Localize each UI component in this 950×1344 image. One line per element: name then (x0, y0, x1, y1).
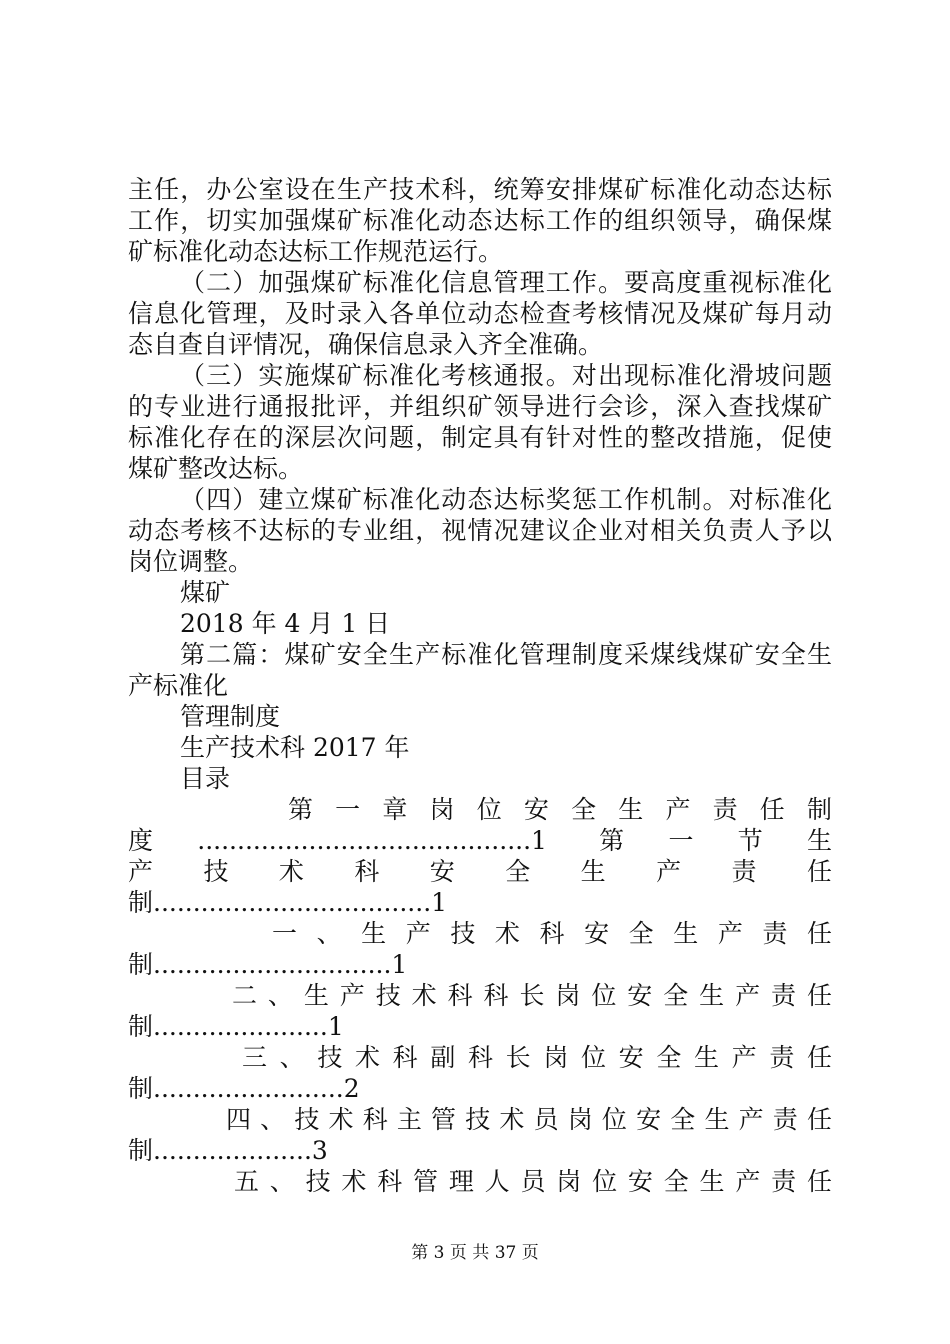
text-line: 矿标准化动态达标工作规范运行。 (128, 237, 504, 266)
text-line: 态自查自评情况，确保信息录入齐全准确。 (128, 330, 604, 359)
text-line: 生产技术科 2017 年 (180, 733, 410, 762)
toc-entry: 一 、 生 产 技 术 科 安 全 生 产 责 任 (272, 919, 832, 948)
page-footer: 第 3 页 共 37 页 (411, 1243, 539, 1263)
paragraph-start: （二）加强煤矿标准化信息管理工作。要高度重视标准化 (180, 268, 832, 297)
toc-entry: 四 、 技 术 科 主 管 技 术 员 岗 位 安 全 生 产 责 任 (226, 1105, 832, 1134)
toc-entry: 制......................1 (128, 1012, 344, 1041)
signature-org: 煤矿 (180, 578, 231, 607)
text-line: 标准化存在的深层次问题，制定具有针对性的整改措施，促使 (128, 423, 832, 452)
text-line: 信息化管理，及时录入各单位动态检查考核情况及煤矿每月动 (128, 299, 832, 328)
text-line: 主任，办公室设在生产技术科，统筹安排煤矿标准化动态达标 (128, 175, 832, 204)
toc-entry: 产 技 术 科 安 全 生 产 责 任 (128, 857, 832, 886)
section-heading-cont: 产标准化 (128, 671, 229, 700)
toc-entry: 度..........................................1 第一节生 (128, 826, 832, 855)
toc-entry: 五 、 技 术 科 管 理 人 员 岗 位 安 全 生 产 责 任 (234, 1167, 832, 1196)
text-line: 岗位调整。 (128, 547, 254, 576)
toc-entry: 制...................................1 (128, 888, 448, 917)
section-heading: 第二篇：煤矿安全生产标准化管理制度采煤线煤矿安全生 (180, 640, 832, 669)
toc-entry: 第 一 章 岗 位 安 全 生 产 责 任 制 (288, 795, 832, 824)
text-line: 动态考核不达标的专业组，视情况建议企业对相关负责人予以 (128, 516, 832, 545)
toc-entry: 制....................3 (128, 1136, 328, 1165)
text-line: 的专业进行通报批评，并组织矿领导进行会诊，深入查找煤矿 (128, 392, 832, 421)
toc-entry: 制..............................1 (128, 950, 408, 979)
signature-date: 2018 年 4 月 1 日 (180, 609, 391, 638)
text-line: 煤矿整改达标。 (128, 454, 304, 483)
toc-heading: 目录 (180, 764, 231, 793)
toc-entry: 制........................2 (128, 1074, 360, 1103)
paragraph-start: （三）实施煤矿标准化考核通报。对出现标准化滑坡问题 (180, 361, 832, 390)
text-line: 工作，切实加强煤矿标准化动态达标工作的组织领导，确保煤 (128, 206, 832, 235)
toc-entry: 二 、 生 产 技 术 科 科 长 岗 位 安 全 生 产 责 任 (232, 981, 832, 1010)
paragraph-start: （四）建立煤矿标准化动态达标奖惩工作机制。对标准化 (180, 485, 832, 514)
text-line: 管理制度 (180, 702, 281, 731)
toc-entry: 三 、 技 术 科 副 科 长 岗 位 安 全 生 产 责 任 (242, 1043, 832, 1072)
